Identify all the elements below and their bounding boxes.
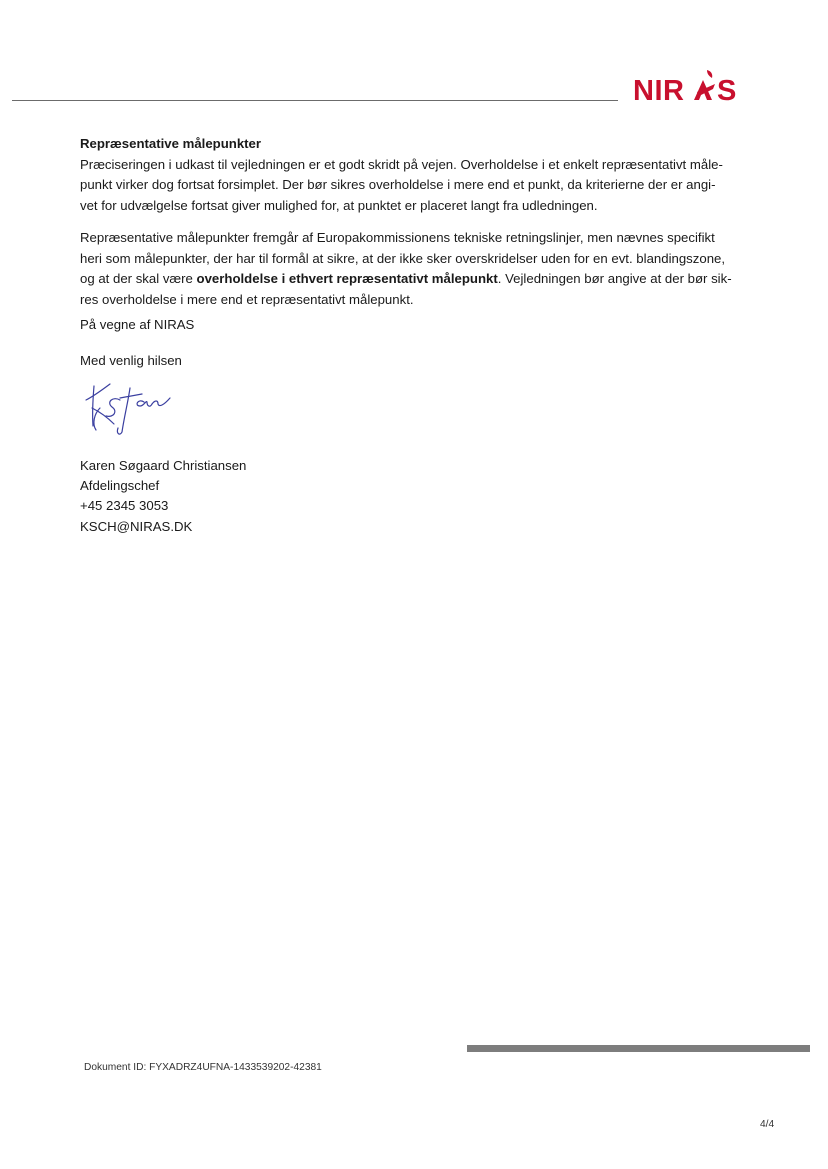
paragraph-representative-points bbox=[80, 134, 760, 216]
para1-line1: Præciseringen i udkast til vejledningen er et godt skridt på vejen. Overholdelse i et enkelt repræsentativt måle- bbox=[80, 156, 723, 172]
on-behalf-line: På vegne af NIRAS bbox=[80, 317, 195, 332]
svg-text:S: S bbox=[717, 75, 737, 107]
page-number: 4/4 bbox=[760, 1119, 775, 1130]
para2-line4: res overholdelse i mere end et repræsentativt målepunkt. bbox=[80, 291, 414, 307]
svg-text:NIR: NIR bbox=[633, 75, 685, 107]
para2-line1: Repræsentative målepunkter fremgår af Europakommissionens tekniske retningslinjer, men nævnes specifikt bbox=[80, 230, 715, 245]
header-rule bbox=[12, 100, 618, 101]
signatory-email: KSCH@NIRAS.DK bbox=[80, 518, 193, 534]
para1-line3: vet for udvælgelse fortsat giver mulighed for, at punktet er placeret langt fra udledningen. bbox=[80, 197, 598, 213]
para2-line3-end: . Vejledningen bør angive at der bør sik- bbox=[497, 271, 732, 286]
para2-line3-start: og at der skal være bbox=[80, 271, 197, 286]
niras-logo-mark bbox=[633, 68, 769, 108]
signatory-name: Karen Søgaard Christiansen bbox=[80, 458, 247, 473]
greeting-line: Med venlig hilsen bbox=[80, 353, 182, 368]
para2-line2: heri som målepunkter, der har til formål at sikre, at der ikke sker overskridelser uden for en evt. blandingszone, bbox=[80, 250, 726, 266]
signatory-phone: +45 2345 3053 bbox=[80, 498, 169, 514]
signatory-title: Afdelingschef bbox=[80, 478, 160, 494]
handwritten-signature bbox=[80, 378, 180, 438]
section-heading: Repræsentative målepunkter bbox=[80, 136, 262, 151]
signatory-block bbox=[80, 456, 246, 537]
footer-bar bbox=[467, 1045, 810, 1052]
paragraph-commission-guidelines bbox=[80, 228, 760, 310]
document-id: Dokument ID: FYXADRZ4UFNA-1433539202-42381 bbox=[84, 1062, 322, 1073]
para1-line2: punkt virker dog fortsat forsimplet. Der bør sikres overholdelse i mere end et punkt, da kriterierne der er angi- bbox=[80, 177, 716, 192]
letter-body bbox=[80, 134, 760, 322]
para2-emphasis: overholdelse i ethvert repræsentativt målepunkt bbox=[196, 271, 498, 286]
